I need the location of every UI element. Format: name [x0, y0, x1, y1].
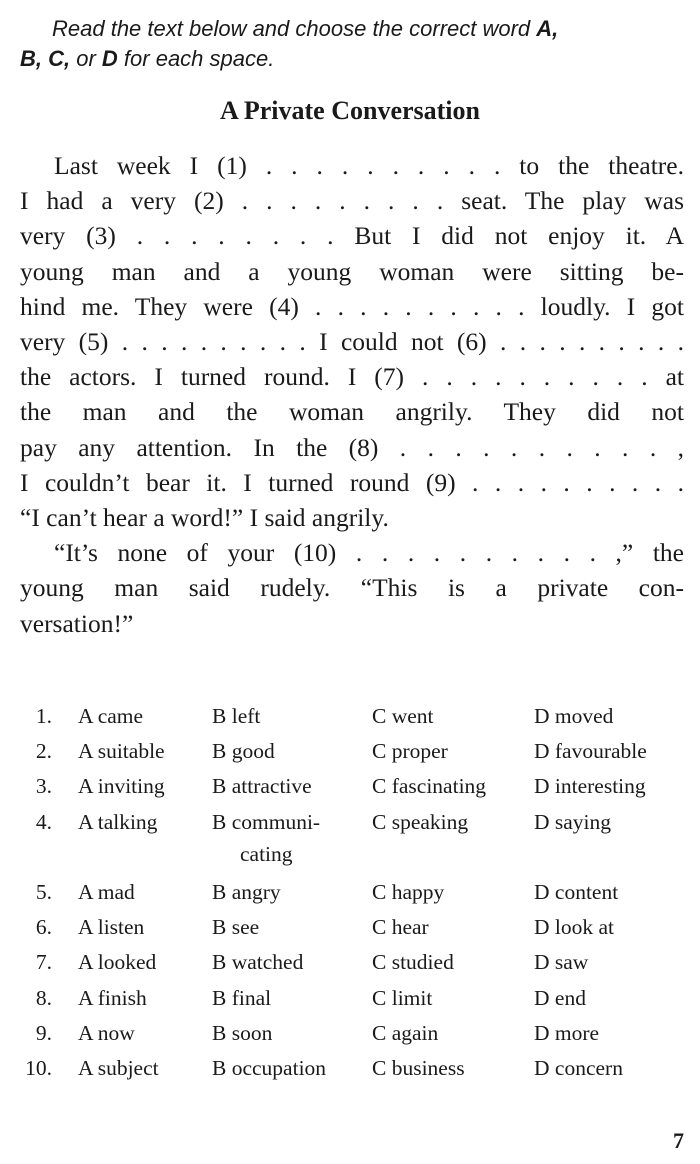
option-d: D look at [534, 915, 615, 940]
passage-line: pay any attention. In the (8) . . . . . . . . . . , [20, 432, 684, 462]
option-d: D saying [534, 809, 612, 834]
option-d: D moved [534, 704, 614, 728]
passage-line: the man and the woman angrily. They did not [20, 397, 684, 427]
option-c: C proper [372, 739, 448, 764]
option-d: D concern [534, 1055, 623, 1080]
option-c: C speaking [372, 809, 469, 834]
question-number: 4. [35, 809, 52, 834]
option-c: C fascinating [372, 774, 487, 799]
passage-line: “It’s none of your (10) . . . . . . . . . . ,” the [54, 538, 684, 568]
option-a: A listen [78, 915, 145, 940]
option-c: C studied [372, 950, 454, 975]
option-b-line-2: cating [240, 841, 293, 866]
option-b [212, 810, 320, 867]
option-c: C hear [372, 915, 429, 940]
passage-line: very (5) . . . . . . . . . . I could not (6) . . . . . . . . . . [20, 327, 684, 357]
passage-line: Last week I (1) . . . . . . . . . . to the theatre. [54, 151, 684, 180]
option-letter-d: D [101, 46, 118, 71]
option-c: C business [372, 1055, 465, 1080]
passage-line: I couldn’t bear it. I turned round (9) . . . . . . . . . . [20, 467, 684, 497]
option-d: D interesting [534, 774, 646, 799]
instruction-line-1 [20, 14, 690, 44]
option-row-3 [20, 772, 690, 807]
option-letter-b: B, [20, 46, 42, 71]
option-a: A talking [78, 809, 158, 834]
question-number: 3. [35, 774, 52, 799]
option-letter-c: C, [48, 46, 71, 71]
option-d: D end [534, 985, 586, 1010]
question-number: 8. [35, 985, 52, 1010]
option-b: B soon [212, 1020, 273, 1045]
option-d: D content [534, 879, 619, 904]
option-row-1 [20, 702, 690, 737]
option-a: A subject [78, 1055, 159, 1080]
option-d: D saw [534, 950, 589, 975]
option-row-10 [20, 1054, 690, 1089]
option-b: B watched [212, 950, 304, 975]
passage [20, 148, 684, 641]
option-c: C happy [372, 879, 445, 904]
question-number: 5. [35, 879, 52, 904]
answer-options [20, 702, 690, 1089]
instruction-text-end: for each space. [117, 46, 275, 71]
question-number: 6. [35, 915, 52, 940]
instructions [20, 14, 690, 74]
question-number: 9. [35, 1020, 52, 1045]
question-number: 2. [35, 739, 52, 764]
option-b: B left [212, 704, 261, 728]
option-c: C again [372, 1020, 439, 1045]
option-row-2 [20, 737, 690, 772]
instruction-or: or [70, 46, 102, 71]
option-b: B attractive [212, 774, 312, 799]
option-a: A inviting [78, 774, 165, 799]
option-row-7 [20, 948, 690, 983]
page-number: 7 [673, 1128, 684, 1153]
option-a: A suitable [78, 739, 165, 764]
passage-line: the actors. I turned round. I (7) . . . . . . . . . . at [20, 362, 684, 392]
option-b: B angry [212, 879, 281, 904]
option-row-4 [20, 808, 690, 878]
passage-line: young man said rudely. “This is a private con- [20, 573, 684, 603]
option-row-9 [20, 1019, 690, 1054]
option-row-6 [20, 913, 690, 948]
option-b: B final [212, 985, 272, 1010]
option-b-line-1: B communi- [212, 809, 321, 834]
option-row-5 [20, 878, 690, 913]
instruction-line-2 [20, 44, 690, 74]
option-a: A now [78, 1020, 135, 1045]
question-number: 1. [35, 704, 52, 728]
page-title: A Private Conversation [220, 96, 480, 125]
option-c: C went [372, 704, 434, 728]
option-a: A finish [78, 985, 147, 1010]
option-d: D more [534, 1020, 600, 1045]
passage-line: “I can’t hear a word!” I said angrily. [20, 503, 389, 533]
question-number: 10. [25, 1055, 52, 1080]
option-a: A came [78, 704, 144, 728]
option-letter-a: A, [536, 16, 559, 41]
passage-line: young man and a young woman were sitting be- [20, 256, 684, 286]
passage-line: very (3) . . . . . . . . But I did not enjoy it. A [20, 221, 684, 251]
passage-line: I had a very (2) . . . . . . . . . seat. The play was [20, 186, 684, 216]
passage-line: versation!” [20, 608, 134, 638]
option-row-8 [20, 984, 690, 1019]
option-a: A looked [78, 950, 157, 975]
option-c: C limit [372, 985, 433, 1010]
passage-line: hind me. They were (4) . . . . . . . . . . loudly. I got [20, 291, 684, 321]
option-b: B good [212, 739, 275, 764]
instruction-text: Read the text below and choose the correct word [52, 16, 537, 41]
option-b: B occupation [212, 1055, 327, 1080]
question-number: 7. [35, 950, 52, 975]
option-b: B see [212, 915, 260, 940]
option-d: D favourable [534, 739, 647, 764]
option-a: A mad [78, 879, 135, 904]
